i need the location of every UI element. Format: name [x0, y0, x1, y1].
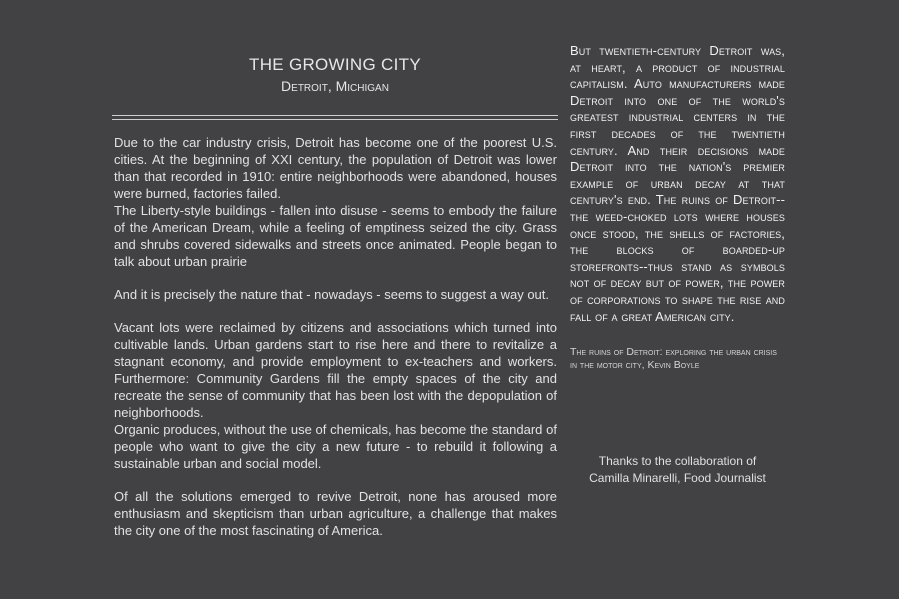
credits — [570, 453, 785, 487]
title-block — [112, 55, 558, 96]
body-paragraph: And it is precisely the nature that - nowadays - seems to suggest a way out. — [114, 287, 549, 302]
body-paragraph: Due to the car industry crisis, Detroit has become one of the poorest U.S. cities. At the beginning of XXI century, the population of Detroit was lower than that recorded in 1910: entire neighborhoods were abandoned, houses were burned, factories failed. — [114, 135, 557, 201]
credits-line-2: Camilla Minarelli, Food Journalist — [589, 471, 766, 485]
quote-text: But twentieth-century Detroit was, at heart, a product of industrial capitalism. Auto manufacturers made Detroit into one of the world's greatest industrial centers in the first decades of the twentieth century. And their decisions made Detroit into the nation's premier example of urban decay at that century's end. The ruins of Detroit-- the weed-choked lots where houses once stood, the shells of factories, the blocks of boarded-up storefronts--thus stand as symbols not of decay but of power, the power of corporations to shape the rise and fall of a great American city. — [570, 43, 785, 324]
body-paragraph: Of all the solutions emerged to revive Detroit, none has aroused more enthusiasm and skepticism than urban agriculture, a challenge that makes the city one of the most fascinating of America. — [114, 489, 557, 538]
credits-line-1: Thanks to the collaboration of — [598, 454, 757, 468]
body-paragraph: Vacant lots were reclaimed by citizens and associations which turned into cultivable lands. Urban gardens start to rise here and there to revitalize a stagnant economy, and provide employment to ex-teachers and workers. Furthermore: Community Gardens fill the empty spaces of the city and recreate the sense of community that has been lost with the depopulation of neighborhoods. — [114, 320, 557, 420]
quote-source: The ruins of Detroit: exploring the urban crisis in the motor city, Kevin Boyle — [570, 346, 777, 371]
body-paragraph: Organic produces, without the use of chemicals, has become the standard of people who want to give the city a new future - to rebuild it following a sustainable urban and social model. — [114, 422, 557, 471]
divider-top — [112, 115, 558, 116]
article-body — [114, 134, 557, 539]
page-title: THE GROWING CITY — [249, 55, 421, 74]
body-paragraph: The Liberty-style buildings - fallen into disuse - seems to embody the failure of the American Dream, while a feeling of emptiness seized the city. Grass and shrubs covered sidewalks and streets once animated. People began to talk about urban prairie — [114, 203, 557, 269]
page-subtitle: Detroit, Michigan — [281, 78, 389, 94]
divider-bottom — [112, 119, 558, 120]
